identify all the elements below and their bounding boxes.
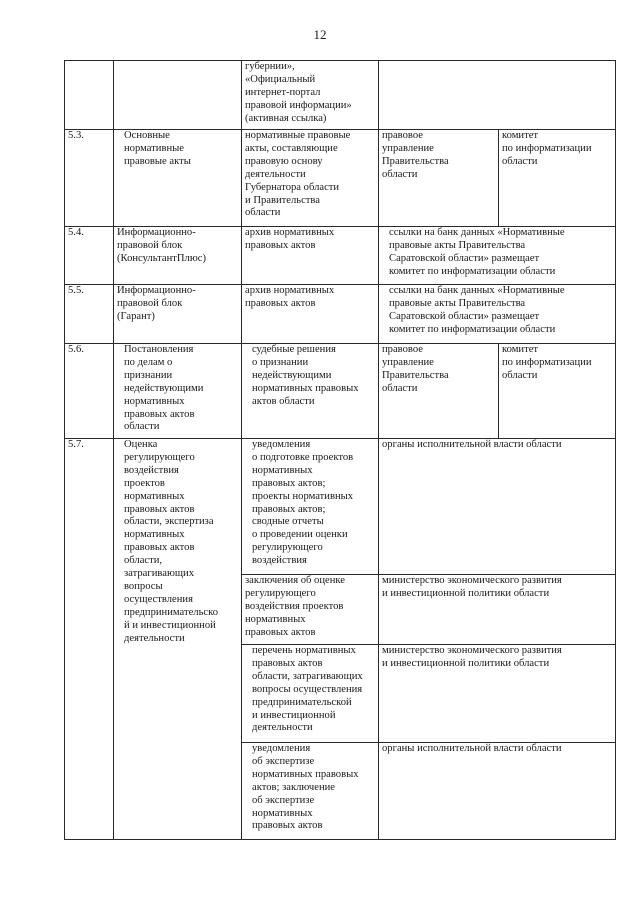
table-row [65,61,616,130]
responsible-cell: ссылки на банк данных «Нормативные правовые акты Правительства Саратовской области» размещает комитет по информатизации области [379,285,616,344]
resource-name-cell: Постановления по делам о признании недействующими нормативных правовых актов области [114,344,242,439]
content-cell: архив нормативных правовых актов [242,227,379,285]
content-cell: архив нормативных правовых актов [242,285,379,344]
row-number-cell [65,61,114,130]
content-cell: уведомления о подготовке проектов нормативных правовых актов; проекты нормативных правовых актов; сводные отчеты о проведении оценки регулирующего воздействия [242,439,379,575]
page-number: 12 [313,27,327,42]
resource-name-cell: Информационно- правовой блок (Гарант) [114,285,242,344]
responsible-cell: органы исполнительной власти области [379,439,616,575]
table-row [65,439,616,575]
resource-name-cell: Основные нормативные правовые акты [114,130,242,227]
resource-name-cell [114,61,242,130]
resource-name-cell: Информационно- правовой блок (КонсультантПлюс) [114,227,242,285]
responsible-cell: ссылки на банк данных «Нормативные правовые акты Правительства Саратовской области» размещает комитет по информатизации области [379,227,616,285]
content-cell: перечень нормативных правовых актов области, затрагивающих вопросы осуществления предпринимательской и инвестиционной деятельности [242,645,379,743]
placement-cell: комитет по информатизации области [499,130,616,227]
row-number-cell: 5.7. [65,439,114,840]
table-row [65,130,616,227]
table-row [65,227,616,285]
row-number-cell: 5.5. [65,285,114,344]
content-cell: заключения об оценке регулирующего воздействия проектов нормативных правовых актов [242,575,379,645]
table-row [65,344,616,439]
content-cell: уведомления об экспертизе нормативных правовых актов; заключение об экспертизе нормативных правовых актов [242,743,379,840]
responsible-cell [379,61,616,130]
table-row [65,285,616,344]
responsible-cell: правовое управление Правительства области [379,344,499,439]
row-number-cell: 5.3. [65,130,114,227]
information-resources-table [64,60,616,840]
row-number-cell: 5.6. [65,344,114,439]
responsible-cell: правовое управление Правительства области [379,130,499,227]
responsible-cell: министерство экономического развития и инвестиционной политики области [379,575,616,645]
row-number-cell: 5.4. [65,227,114,285]
resource-name-cell: Оценка регулирующего воздействия проектов нормативных правовых актов области, экспертиза нормативных правовых актов области, затрагивающих вопросы осуществления предпринимательско й и инвестиционной деятельности [114,439,242,840]
content-cell: губернии», «Официальный интернет-портал правовой информации» (активная ссылка) [242,61,379,130]
content-cell: нормативные правовые акты, составляющие правовую основу деятельности Губернатора области и Правительства области [242,130,379,227]
placement-cell: комитет по информатизации области [499,344,616,439]
content-cell: судебные решения о признании недействующими нормативных правовых актов области [242,344,379,439]
responsible-cell: органы исполнительной власти области [379,743,616,840]
responsible-cell: министерство экономического развития и инвестиционной политики области [379,645,616,743]
